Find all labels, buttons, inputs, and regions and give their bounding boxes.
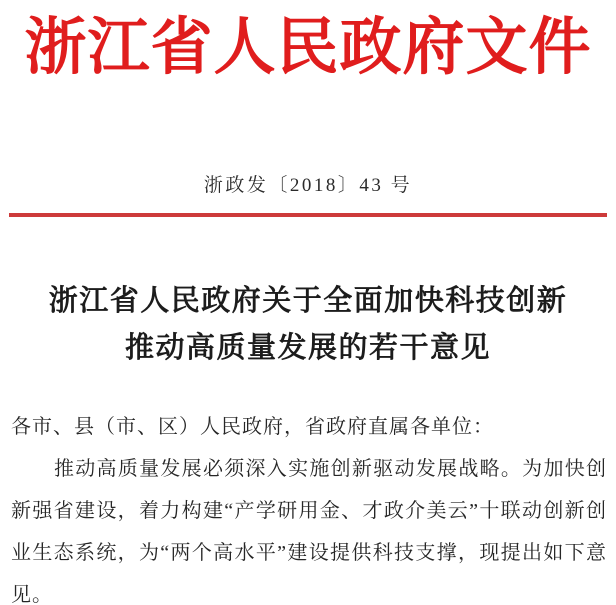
document-title-line-1: 浙江省人民政府关于全面加快科技创新 <box>48 285 568 317</box>
document-title-line-2: 推动高质量发展的若干意见 <box>124 332 491 364</box>
body-text-line: 业生态系统，为“两个高水平”建设提供科技支撑，现提出如下意 <box>11 542 607 564</box>
document-body <box>11 406 607 605</box>
document-title <box>0 278 616 372</box>
salutation-line: 各市、县（市、区）人民政府，省政府直属各单位： <box>11 416 494 438</box>
red-header-title: 浙江省人民政府文件 <box>24 14 592 82</box>
red-divider-line <box>9 213 607 217</box>
body-text-line: 见。 <box>11 584 53 605</box>
body-text-line: 新强省建设，着力构建“产学研用金、才政介美云”十联动创新创 <box>11 500 607 522</box>
document-number: 浙政发〔2018〕43 号 <box>203 175 413 196</box>
body-text-line: 推动高质量发展必须深入实施创新驱动发展战略。为加快创 <box>54 458 607 480</box>
